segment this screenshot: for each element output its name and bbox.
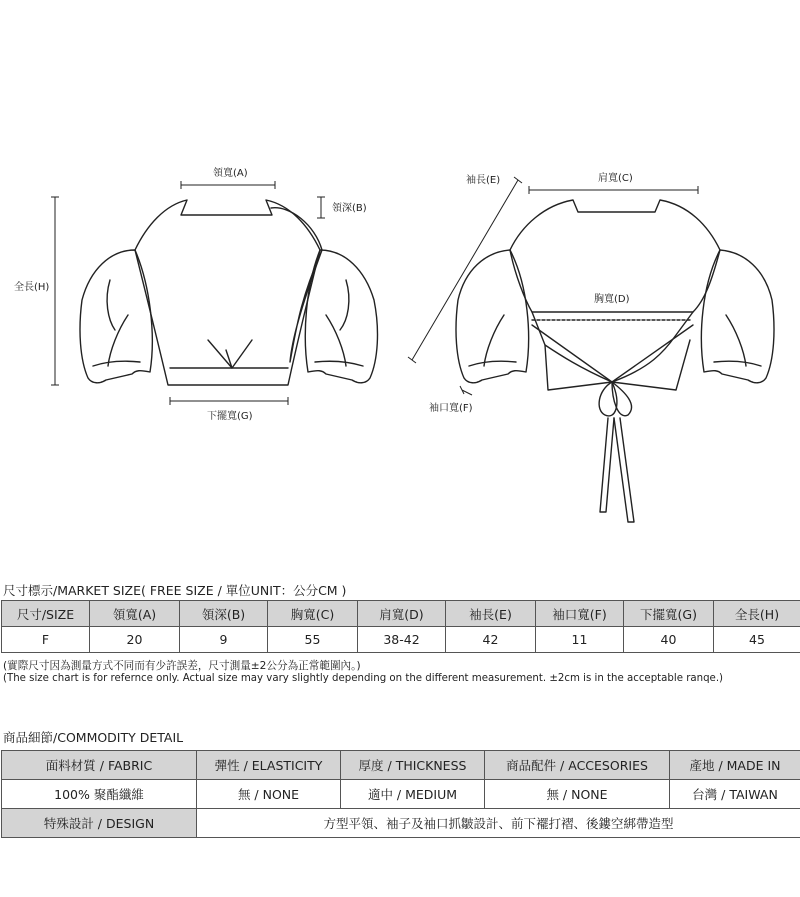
size-header-cell: 袖長(E) [446, 601, 536, 627]
size-value-cell: 11 [536, 627, 624, 653]
detail-table [1, 750, 800, 838]
label-cuff-width: 袖口寬(F) [429, 403, 473, 414]
design-row [2, 809, 800, 838]
size-value-cell: 38-42 [358, 627, 446, 653]
size-value-cell: 45 [714, 627, 800, 653]
detail-value-cell: 100% 聚酯纖維 [2, 780, 197, 809]
label-neck-depth: 領深(B) [332, 203, 367, 214]
front-garment-sketch [80, 200, 377, 385]
detail-value-cell: 適中 / MEDIUM [341, 780, 485, 809]
size-value-cell: F [2, 627, 90, 653]
design-label-cell: 特殊設計 / DESIGN [2, 809, 197, 838]
size-header-cell: 胸寬(C) [268, 601, 358, 627]
size-header-cell: 領寬(A) [90, 601, 180, 627]
size-note-chinese: (實際尺寸因為測量方式不同而有少許誤差，尺寸測量±2公分為正常範圍內。) [3, 660, 361, 672]
size-value-cell: 42 [446, 627, 536, 653]
size-value-row [2, 627, 800, 653]
label-shoulder-width: 肩寬(C) [598, 173, 633, 184]
detail-value-cell: 台灣 / TAIWAN [670, 780, 800, 809]
detail-header-cell: 產地 / MADE IN [670, 751, 800, 780]
detail-header-row [2, 751, 800, 780]
size-header-cell: 全長(H) [714, 601, 800, 627]
size-header-cell: 下擺寬(G) [624, 601, 714, 627]
label-chest-width: 胸寬(D) [594, 294, 630, 305]
detail-value-row [2, 780, 800, 809]
size-header-cell: 尺寸/SIZE [2, 601, 90, 627]
detail-header-cell: 面料材質 / FABRIC [2, 751, 197, 780]
size-value-cell: 55 [268, 627, 358, 653]
label-length: 全長(H) [14, 282, 50, 293]
detail-header-cell: 商品配件 / ACCESORIES [485, 751, 670, 780]
detail-header-cell: 厚度 / THICKNESS [341, 751, 485, 780]
size-note-english: (The size chart is for refernce only. Actual size may vary slightly depending on the different measurement. ±2cm is in the acceptable ranqe.) [3, 673, 724, 684]
size-header-cell: 肩寬(D) [358, 601, 446, 627]
size-header-cell: 袖口寬(F) [536, 601, 624, 627]
label-sleeve-length: 袖長(E) [466, 175, 501, 186]
size-value-cell: 40 [624, 627, 714, 653]
size-value-cell: 20 [90, 627, 180, 653]
back-garment-sketch [456, 200, 774, 522]
size-value-cell: 9 [180, 627, 268, 653]
detail-value-cell: 無 / NONE [485, 780, 670, 809]
detail-value-cell: 無 / NONE [197, 780, 341, 809]
size-header-cell: 領深(B) [180, 601, 268, 627]
size-section-title: 尺寸標示/MARKET SIZE( FREE SIZE / 單位UNIT：公分CM ) [3, 583, 347, 598]
design-value-cell: 方型平領、袖子及袖口抓皺設計、前下襬打褶、後鏤空綁帶造型 [197, 809, 800, 838]
size-table [1, 600, 800, 653]
size-header-row [2, 601, 800, 627]
detail-section-title: 商品細節/COMMODITY DETAIL [3, 730, 184, 745]
detail-header-cell: 彈性 / ELASTICITY [197, 751, 341, 780]
label-hem-width: 下擺寬(G) [207, 411, 253, 422]
label-neck-width: 領寬(A) [213, 168, 248, 179]
